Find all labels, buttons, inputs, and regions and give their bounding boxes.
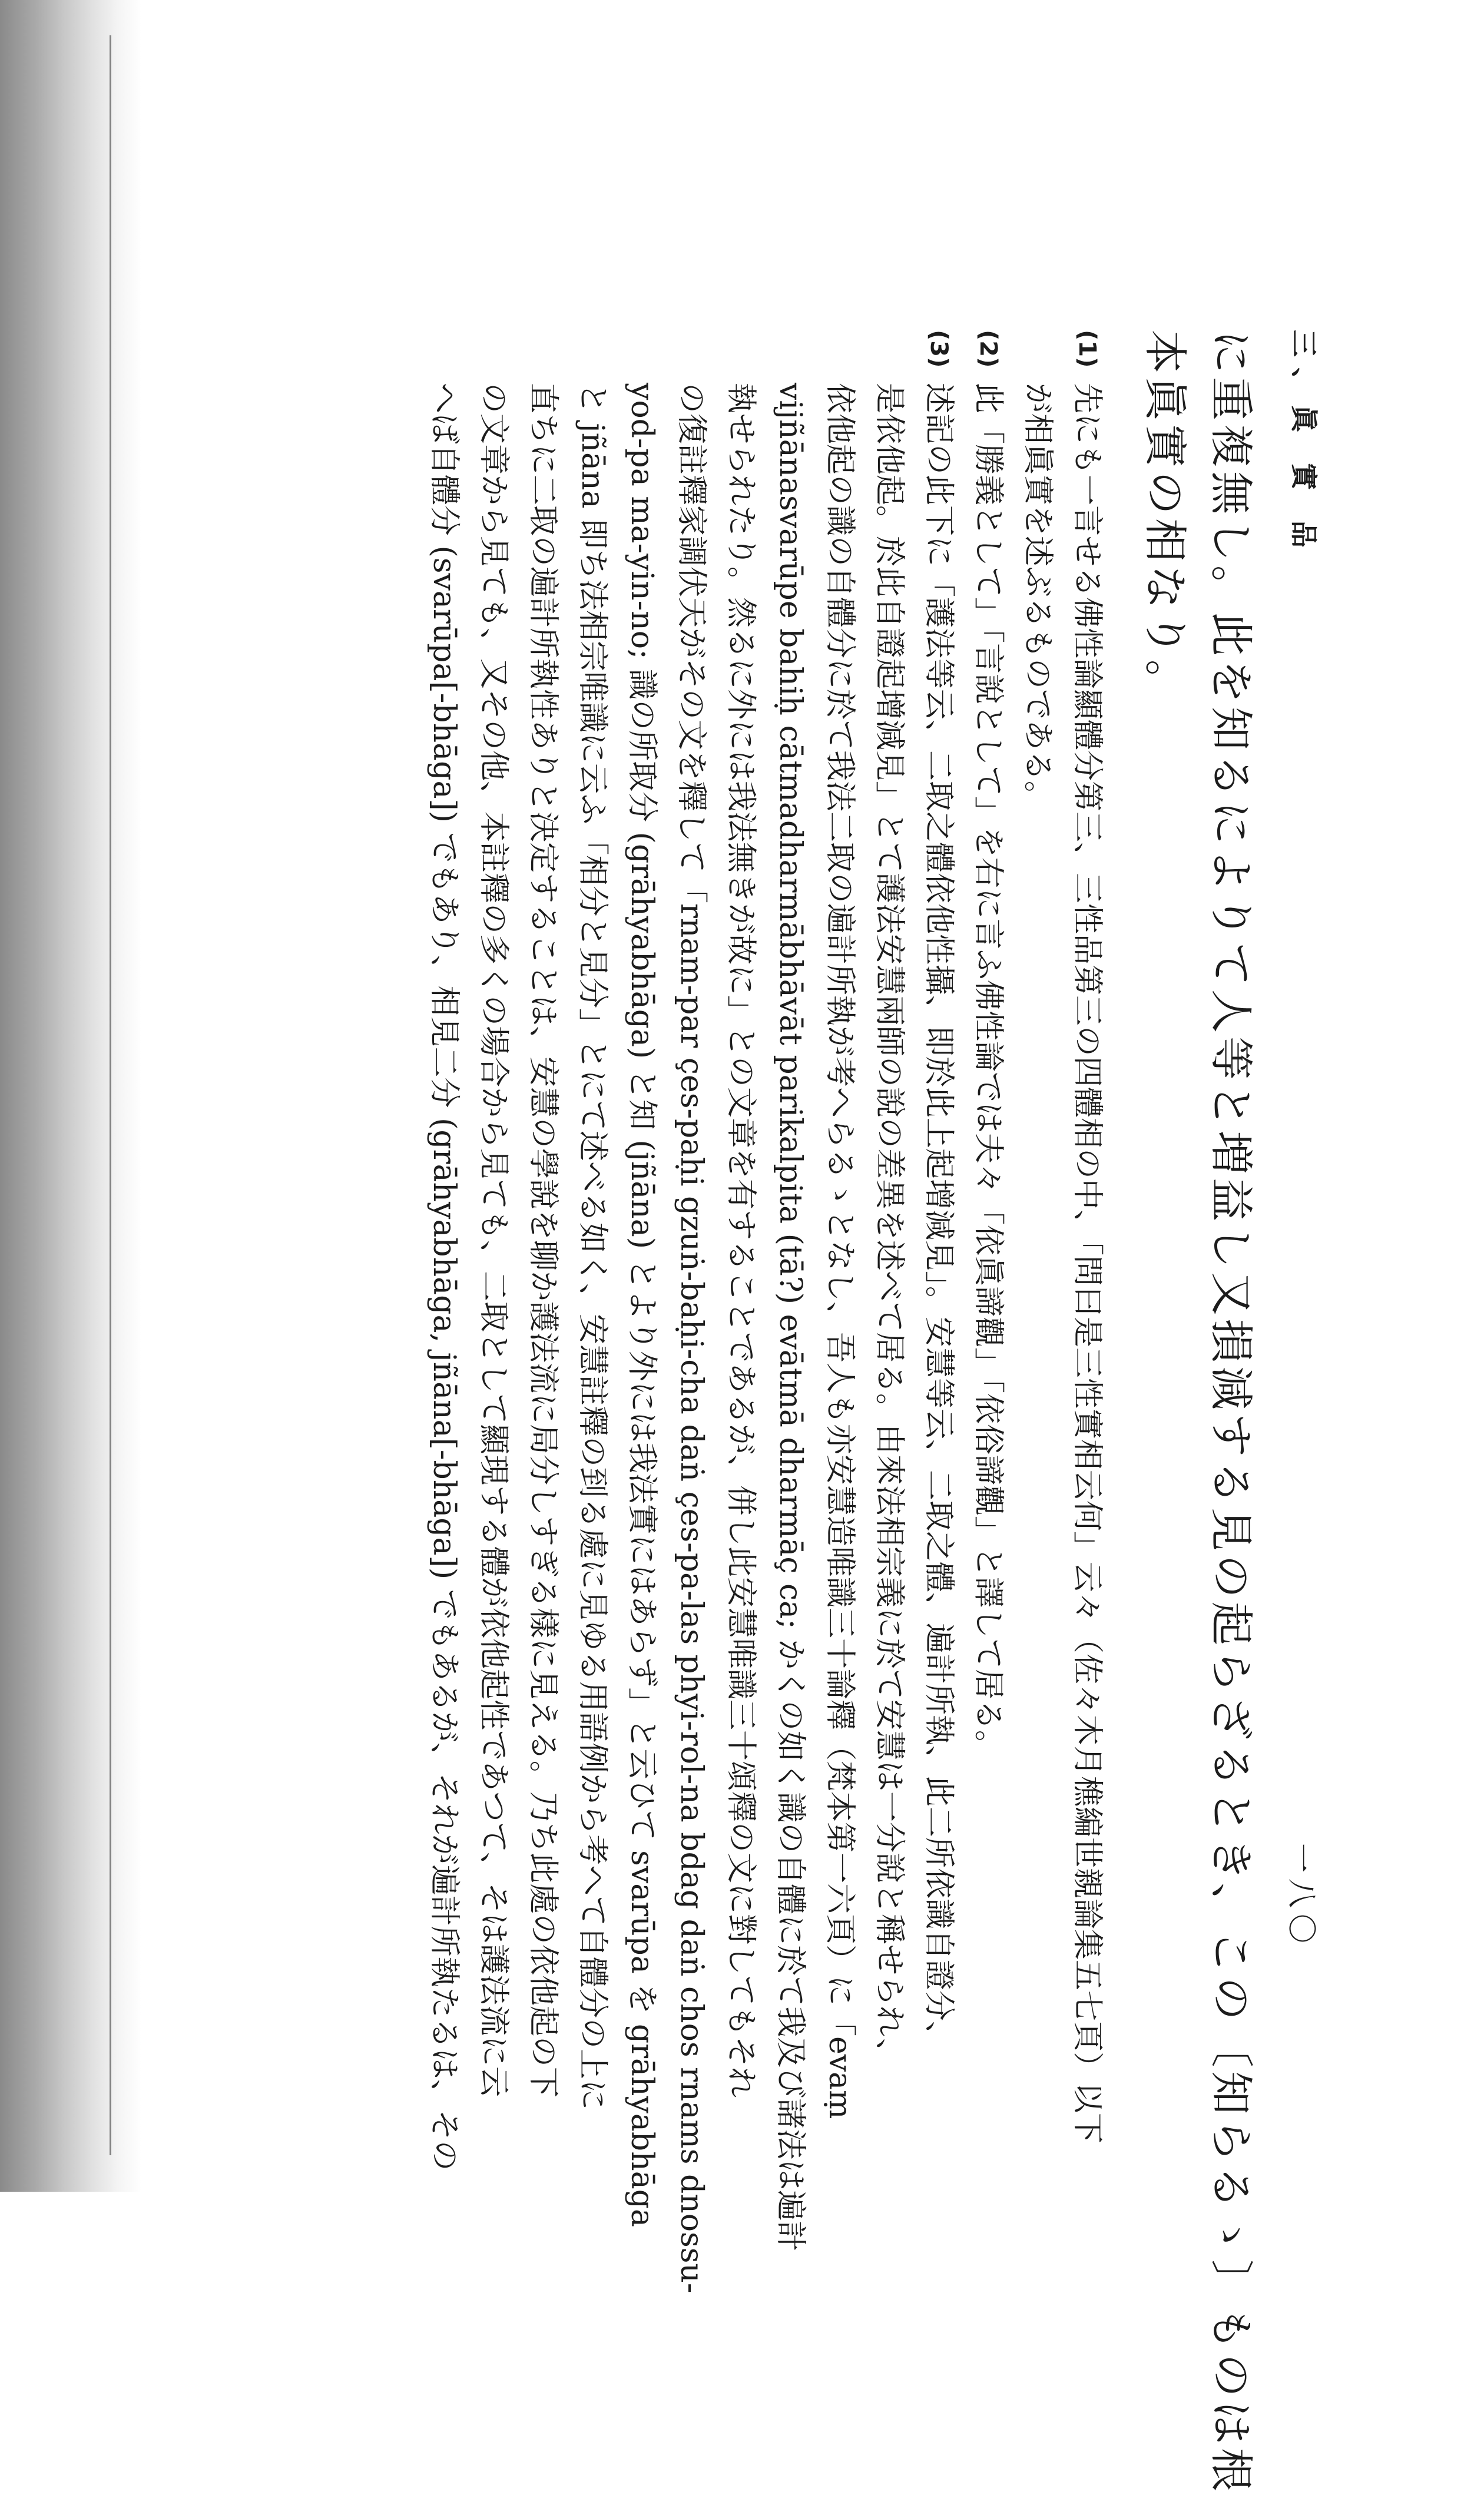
footnote-3 [419, 330, 963, 2294]
footnote-line: の文章から見ても、又その他、本註釋の多くの場合から見ても、二取として顯現する體が依他起性であつて、そは護法流に云 [476, 383, 511, 2097]
footnote-marker: (2) [975, 330, 1002, 368]
footnote-1 [1013, 330, 1112, 2144]
footnote-line [963, 330, 1013, 2096]
footnote-line: vijñānasvarūpe bahiḥ cātmadharmābhāvāt parikalpita (tā?) evātmā dharmāç ca; かくの如く識の自體に於て我及び諸法は遍計 [773, 383, 808, 2252]
notes-gap [1112, 330, 1132, 2096]
footnotes [419, 330, 1112, 2294]
footnote-text: 述記の此下に「護法等云、二取之體依他性攝、即於此上起增減見」。安慧等云、二取之體、遍計所執、此二所依識自證分、 [921, 383, 956, 2052]
footnote-line: 直ちに二取の遍計所執性ありと決定することは、安慧の學說を聊か護法流に局分しすぎる樣に見える。乃ち此處の依他起の下 [525, 383, 561, 2098]
running-head: 三、眞 實 品 [1288, 330, 1320, 559]
page-number: 一八〇 [1284, 1843, 1319, 1949]
footnote-line: 執せられたり。然るに外には我法無きが故に」との文章を有することであるが、併し此安慧唯識三十頌釋の文に對してもそれ [723, 383, 758, 2098]
scan-binding-edge [110, 35, 111, 2155]
footnote-line: の復註釋家調伏天がその文を釋して「rnam-par çes-paḥi gzuṅ-baḥi-cha daṅ çes-pa-las phyi-rol-na bdag daṅ chos rnams dnossu- [674, 383, 709, 2294]
footnote-line: へば自體分 (svarūpa[-bhāga]) でもあり、相見二分 (grāhyabhāga, jñāna[-bhāga]) でもあるが、それが遍計所執たるは、その [426, 383, 462, 2171]
footnote-marker: (1) [1074, 330, 1101, 368]
footnote-line: と jñāna 即ち法相宗唯識に云ふ「相分と見分」とにて述べる如く、安慧註釋の到る處に見ゆる用語例から考へて自體分の上に [575, 383, 610, 2110]
body-line: 本眞實の相なり。 [1140, 330, 1190, 707]
footnote-line [1062, 330, 1112, 2144]
page-text-block [218, 330, 1337, 2495]
footnote-line: 是依他起。於此自證起增減見」とて護法安慧兩師の說の差異を述べて居る。由來法相宗義に於て安慧は一分說と稱せられ、 [872, 383, 907, 2069]
header-gap [1264, 330, 1284, 2096]
footnote-line [914, 330, 963, 2096]
scan-binding-shadow [0, 0, 141, 2192]
footnote-line: yod-pa ma-yin-no; 識の所取分 (grāhyabhāga) と知 (jñāna) とより外には我法實にはあらず」と云ひて svarūpa を grāhyabhāga [624, 383, 660, 2227]
footnote-line: が相眞實を述ぶるものである。 [1020, 383, 1055, 812]
page-header [1284, 330, 1337, 2096]
footnote-text: 此「勝義として」「言說として」を右に言ふ佛性論では夫々「依眞諦觀」「依俗諦觀」と譯して居る。 [970, 383, 1006, 1761]
main-text [1132, 330, 1264, 2495]
footnote-line: 依他起の識の自體分に於て我法二取の遍計所執が考へらるゝとなし、吾人も亦安慧造唯識三十論釋（梵本第一六頁）に「evaṃ [822, 383, 857, 2119]
footnote-marker: (3) [925, 330, 952, 368]
footnote-2 [963, 330, 1013, 2096]
body-line: に重複無し。此を知るによりて人等と増益し又損減する見の起らざるとき、この〔知らるゝ〕ものは根 [1205, 330, 1256, 2495]
footnote-text: 先にも一言せる佛性論顯體分第三、三性品第三の四體相の中、「問曰是三性實相云何」云々（佐々木月樵編世親論集五七頁）以下 [1069, 383, 1105, 2144]
